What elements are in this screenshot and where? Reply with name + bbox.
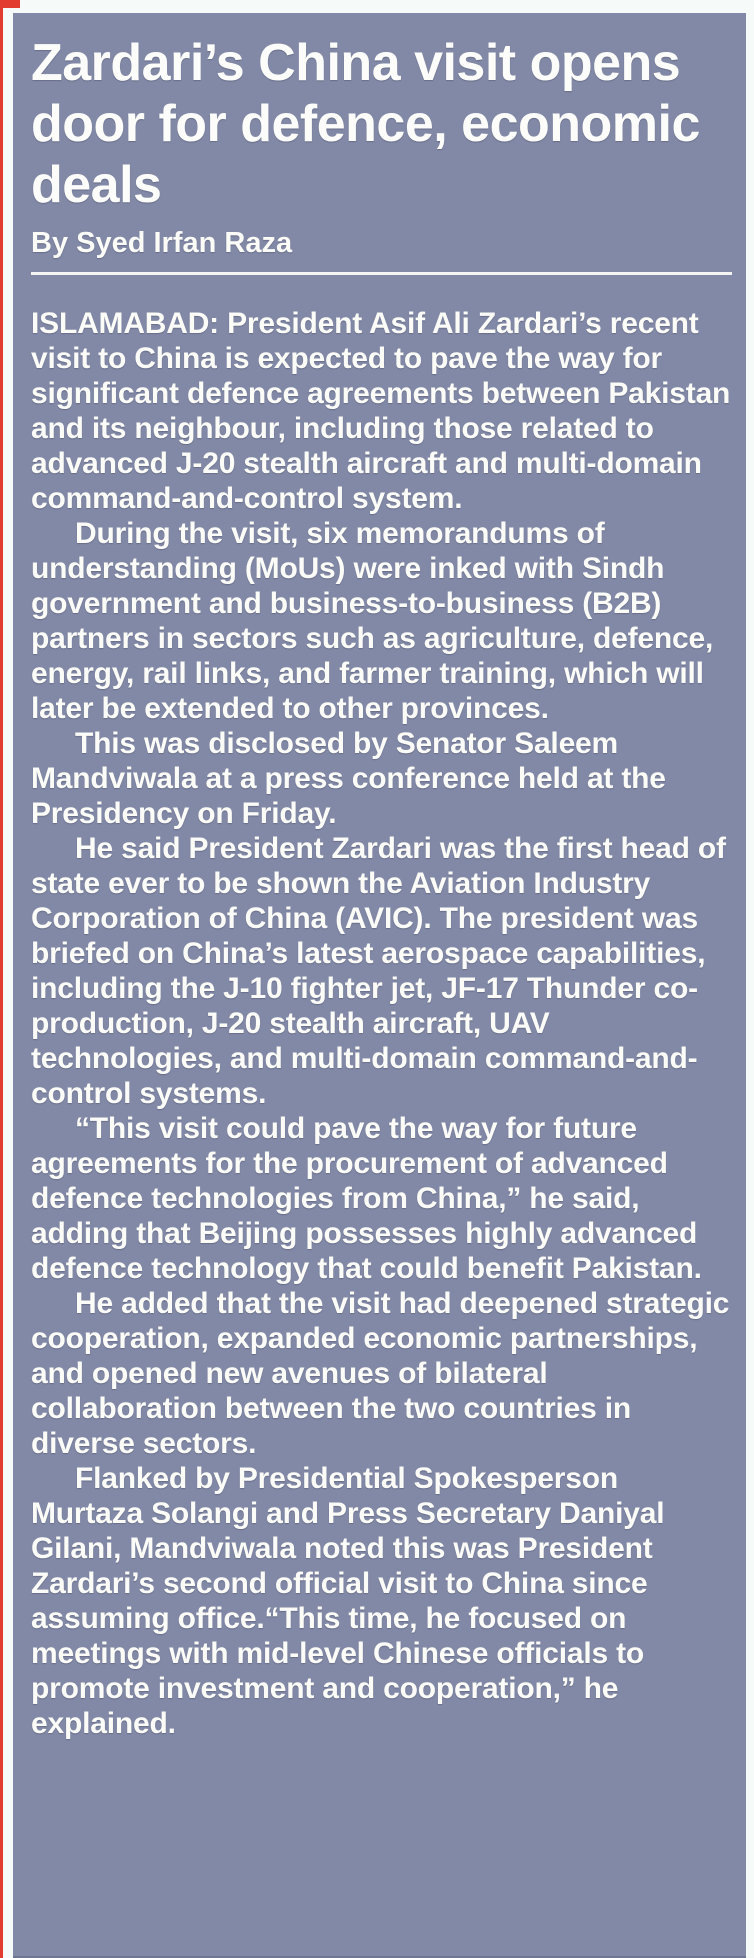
article-paragraph: During the visit, six memorandums of understanding (MoUs) were inked with Sindh government and business-to-business (B2B) partners in sectors such as agriculture, defence, energy, rail links, and farmer training, which will later be extended to other provinces. <box>31 517 714 725</box>
headline: Zardari’s China visit opens door for defence, economic deals <box>31 34 700 214</box>
article-paragraph: This was disclosed by Senator Saleem Mandviwala at a press conference held at the Presidency on Friday. <box>31 727 666 830</box>
byline: By Syed Irfan Raza <box>31 227 293 259</box>
article-body <box>31 306 732 1741</box>
top-left-red-mark <box>0 0 20 8</box>
byline-rule <box>31 272 732 275</box>
article-paragraph: He added that the visit had deepened strategic cooperation, expanded economic partnerships, and opened new avenues of bilateral collaboration between the two countries in diverse sectors. <box>31 1287 730 1460</box>
left-red-edge <box>0 0 3 1958</box>
article-panel <box>13 13 746 1958</box>
article-paragraph: Flanked by Presidential Spokesperson Murtaza Solangi and Press Secretary Daniyal Gilani, Mandviwala noted this was President Zardari’s second official visit to China since assuming office.“This time, he focused on meetings with mid-level Chinese officials to promote investment and cooperation,” he explained. <box>31 1462 665 1740</box>
article-paragraph: He said President Zardari was the first head of state ever to be shown the Aviation Industry Corporation of China (AVIC). The president was briefed on China’s latest aerospace capabilities, including the J-10 fighter jet, JF-17 Thunder co-production, J-20 stealth aircraft, UAV technologies, and multi-domain command-and-control systems. <box>31 832 726 1110</box>
article-paragraph: ISLAMABAD: President Asif Ali Zardari’s recent visit to China is expected to pave the way for significant defence agreements between Pakistan and its neighbour, including those related to advanced J-20 stealth aircraft and multi-domain command-and-control system. <box>31 307 731 515</box>
article-paragraph: “This visit could pave the way for future agreements for the procurement of advanced defence technologies from China,” he said, adding that Beijing possesses highly advanced defence technology that could benefit Pakistan. <box>31 1112 702 1285</box>
